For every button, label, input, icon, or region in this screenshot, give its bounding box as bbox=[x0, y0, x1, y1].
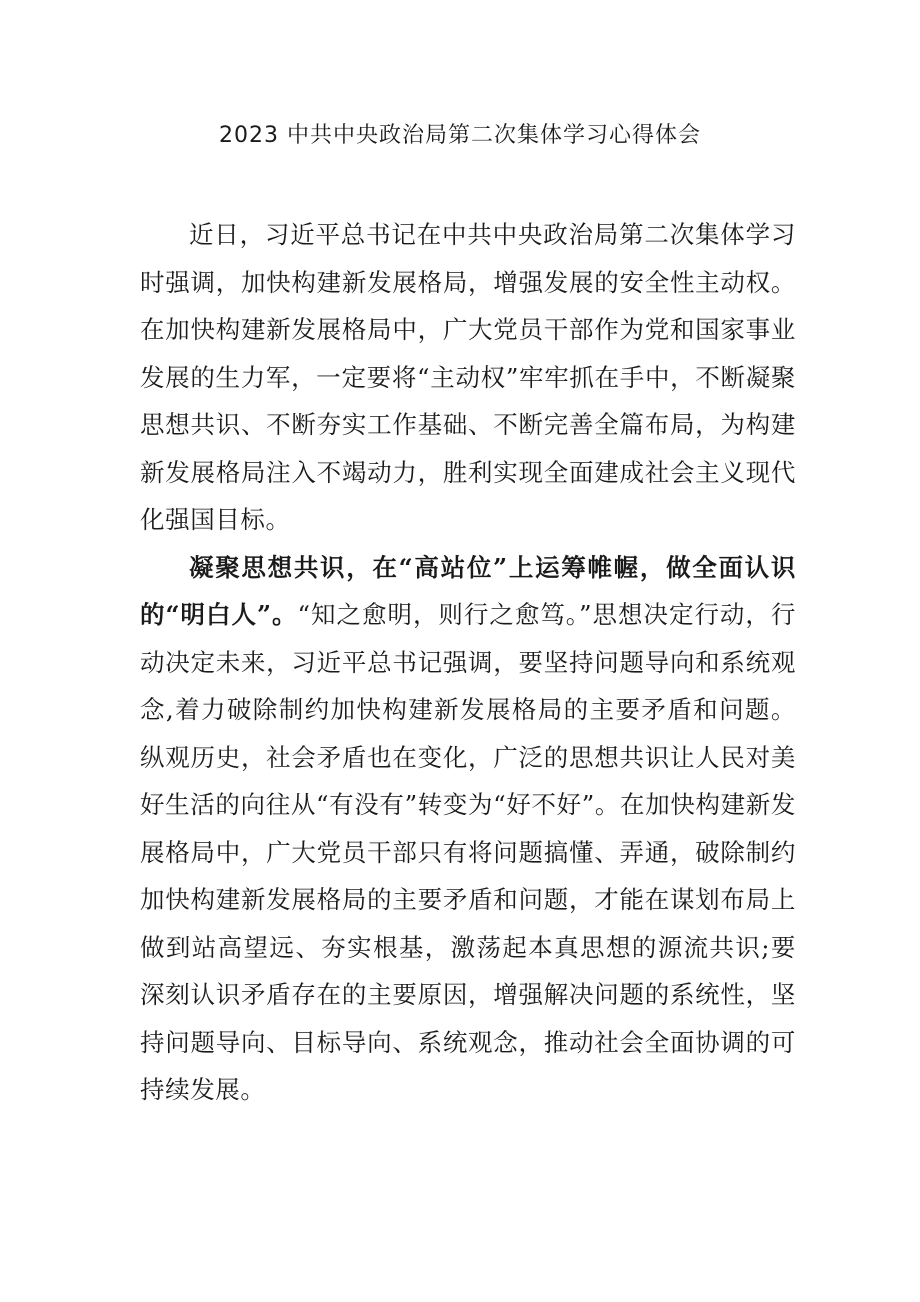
paragraph-2 bbox=[140, 544, 796, 1114]
paragraph-2-text: “知之愈明，则行之愈笃。”思想决定行动，行动决定未来，习近平总书记强调，要坚持问题导向和系统观念,着力破除制约加快构建新发展格局的主要矛盾和问题。纵观历史，社会矛盾也在变化，广泛的思想共识让人民对美好生活的向往从“有没有”转变为“好不好”。在加快构建新发展格局中，广大党员干部只有将问题搞懂、弄通，破除制约加快构建新发展格局的主要矛盾和问题，才能在谋划布局上做到站高望远、夯实根基，激荡起本真思想的源流共识;要深刻认识矛盾存在的主要原因，增强解决问题的系统性，坚持问题导向、目标导向、系统观念，推动社会全面协调的可持续发展。 bbox=[140, 600, 796, 1104]
paragraph-1-text: 近日，习近平总书记在中共中央政治局第二次集体学习时强调，加快构建新发展格局，增强发展的安全性主动权。在加快构建新发展格局中，广大党员干部作为党和国家事业发展的生力军，一定要将“主动权”牢牢抓在手中，不断凝聚思想共识、不断夯实工作基础、不断完善全篇布局，为构建新发展格局注入不竭动力，胜利实现全面建成社会主义现代化强国目标。 bbox=[140, 220, 796, 534]
document-title: 2023 中共中央政治局第二次集体学习心得体会 bbox=[219, 123, 701, 148]
paragraph-1 bbox=[140, 211, 796, 544]
paragraph-2-heading: 凝聚思想共识，在“高站位”上运筹帷幄，做全面认识的“明白人”。 bbox=[140, 552, 796, 629]
document-body bbox=[140, 211, 796, 1114]
